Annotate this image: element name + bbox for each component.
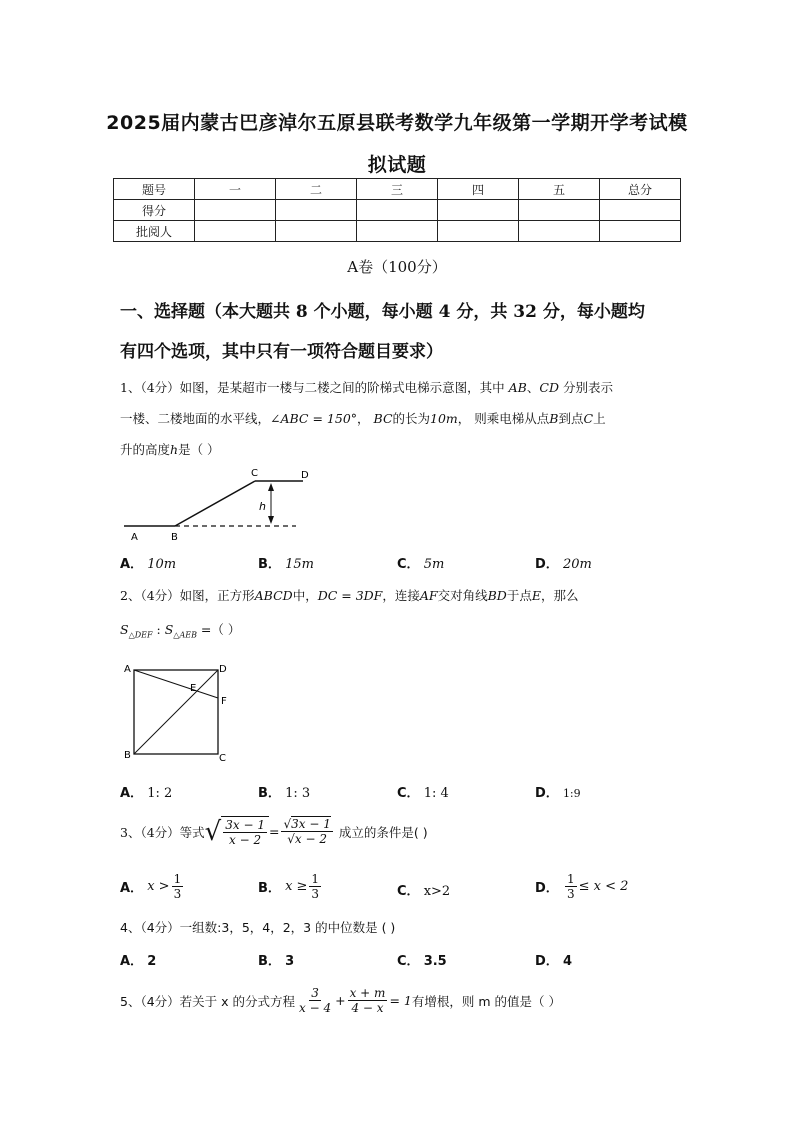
score-table-row: [114, 200, 681, 221]
score-table-header-row: [114, 179, 681, 200]
arrow-down-icon: [268, 516, 274, 524]
q2-bd: BD: [487, 588, 507, 603]
score-header-cell: 二: [276, 179, 357, 200]
escalator-line: [175, 481, 255, 526]
radical-sign-icon: √: [204, 816, 222, 847]
q2-sub2: △AEB: [173, 630, 197, 640]
radicand: 3x − 1: [291, 817, 331, 831]
q1-length: 10m: [430, 411, 458, 426]
score-cell[interactable]: [519, 200, 600, 221]
option-key: C．: [397, 884, 420, 899]
numerator: x + m: [349, 986, 386, 1000]
numerator: 1: [173, 872, 182, 886]
option-key: D．: [535, 954, 559, 969]
q1-text: 是（ ）: [178, 442, 220, 457]
score-table: [113, 178, 681, 242]
option-key: B．: [258, 786, 281, 801]
q3-fraction-left: [223, 818, 267, 847]
q1-bc: BC: [373, 411, 393, 426]
q1-point-c: C: [583, 411, 594, 426]
fraction: [565, 872, 577, 901]
section1-line1: 一、选择题（本大题共 8 个小题，每小题 4 分，共 32 分，每小题均: [120, 302, 645, 322]
q4-option-c[interactable]: [397, 950, 447, 969]
option-key: B．: [258, 557, 281, 572]
q3-option-c[interactable]: [397, 880, 450, 899]
numerator: 3: [311, 986, 319, 1000]
score-cell[interactable]: [600, 221, 681, 242]
score-header-cell: 三: [357, 179, 438, 200]
arrow-up-icon: [268, 483, 274, 491]
q2-tail: =（ ）: [196, 622, 241, 637]
equals-sign: =: [268, 824, 280, 839]
denominator: x − 2: [229, 833, 262, 847]
option-value: x ≥: [285, 879, 308, 894]
label-b: B: [124, 750, 131, 761]
q2-option-d[interactable]: [535, 782, 581, 801]
q2-line2: [120, 620, 240, 640]
numerator: 1: [566, 872, 575, 886]
score-row-label: 得分: [114, 200, 195, 221]
option-value: 2: [147, 954, 157, 969]
option-key: B．: [258, 881, 281, 896]
q1-cd: CD: [539, 380, 559, 395]
q1-option-b[interactable]: [258, 553, 314, 572]
q2-s2: S: [164, 622, 174, 637]
score-cell[interactable]: [357, 221, 438, 242]
q3-option-d[interactable]: [535, 872, 628, 901]
score-cell[interactable]: [276, 221, 357, 242]
q3-text: 成立的条件是( ): [338, 824, 428, 840]
option-value: 1:9: [562, 787, 581, 800]
q1-text: 1、（4分）如图，是某超市一楼与二楼之间的阶梯式电梯示意图，其中: [120, 380, 505, 395]
score-cell[interactable]: [438, 221, 519, 242]
q2-text: 2、（4分）如图，正方形: [120, 588, 255, 603]
q2-abcd: ABCD: [254, 588, 293, 603]
option-value: 5m: [423, 557, 445, 572]
q2-line1: [120, 586, 578, 604]
sqrt-body: [221, 816, 269, 847]
q4-line: 4、（4分）一组数:3，5，4，2，3 的中位数是 ( ): [120, 920, 396, 935]
q1-escalator-figure: [118, 465, 318, 545]
plus-sign: +: [335, 993, 346, 1008]
q2-af: AF: [419, 588, 438, 603]
score-header-cell: 题号: [114, 179, 195, 200]
option-key: C．: [397, 557, 420, 572]
q1-point-b: B: [549, 411, 559, 426]
q1-line1: [120, 378, 613, 396]
label-d: D: [219, 664, 227, 675]
part-a-heading: A卷（100分）: [347, 258, 447, 276]
q1-option-d[interactable]: [535, 553, 592, 572]
q2-option-b[interactable]: [258, 782, 310, 801]
q2-square-figure: [120, 660, 240, 765]
section1-line2: 有四个选项，其中只有一项符合题目要求）: [120, 342, 443, 362]
denominator: 3: [311, 887, 320, 901]
q1-text: 一楼、二楼地面的水平线，: [120, 411, 271, 426]
option-key: D．: [535, 786, 559, 801]
option-key: A．: [120, 954, 144, 969]
option-value: x >: [147, 879, 170, 894]
radical-sign-icon: √: [283, 817, 292, 831]
radical-sign-icon: √: [287, 832, 295, 846]
q2-text: ，那么: [540, 588, 579, 603]
option-key: A．: [120, 786, 144, 801]
q2-equation: DC = 3DF: [317, 588, 383, 603]
denominator: [285, 832, 329, 846]
score-cell[interactable]: [519, 221, 600, 242]
paper-title-line2: 拟试题: [367, 154, 427, 176]
option-value: 15m: [285, 557, 314, 572]
option-key: A．: [120, 881, 144, 896]
label-a: A: [131, 532, 138, 543]
paper-title-line1: 2025届内蒙古巴彦淖尔五原县联考数学九年级第一学期开学考试模: [106, 112, 688, 134]
option-key: C．: [397, 786, 420, 801]
denominator: 3: [173, 887, 182, 901]
option-value: 3: [285, 954, 295, 969]
option-key: D．: [535, 557, 559, 572]
q2-text: 于点: [506, 588, 532, 603]
q4-option-b[interactable]: [258, 950, 294, 969]
q1-text: 上: [593, 411, 606, 426]
label-c: C: [219, 753, 226, 764]
q1-text: ，: [357, 411, 370, 426]
score-header-cell: 五: [519, 179, 600, 200]
q1-text: 到点: [558, 411, 584, 426]
score-header-cell: 总分: [600, 179, 681, 200]
label-e: E: [190, 683, 197, 694]
option-value: ≤ x < 2: [578, 879, 629, 894]
score-row-label: 批阅人: [114, 221, 195, 242]
label-b: B: [171, 532, 178, 543]
q1-line2: [120, 409, 606, 427]
q2-text: ，连接: [382, 588, 420, 603]
score-cell[interactable]: [438, 200, 519, 221]
q2-text: 交对角线: [437, 588, 488, 603]
denominator: x − 4: [299, 1001, 332, 1015]
q5-fraction-2: [348, 986, 388, 1015]
radicand: x − 2: [294, 832, 328, 846]
q4-option-d[interactable]: [535, 950, 572, 969]
option-key: A．: [120, 557, 144, 572]
q5-text: 5、（4分）若关于 x 的分式方程: [120, 993, 296, 1009]
numerator: 1: [311, 872, 320, 886]
q1-text: 升的高度: [120, 442, 171, 457]
q2-text: 中，: [292, 588, 318, 603]
score-table-row: [114, 221, 681, 242]
label-f: F: [221, 696, 227, 707]
label-c: C: [251, 468, 258, 479]
numerator: [281, 817, 332, 832]
segment-af: [134, 670, 218, 698]
option-value: 3.5: [423, 954, 447, 969]
option-value: 10m: [147, 557, 177, 572]
q3-line: [120, 816, 428, 847]
score-header-cell: 一: [195, 179, 276, 200]
q1-option-a[interactable]: [120, 553, 176, 572]
q2-sub1: △DEF: [128, 630, 153, 640]
denominator: 4 − x: [351, 1001, 384, 1015]
q3-text: 3、（4分）等式: [120, 824, 205, 840]
option-value: 4: [562, 954, 572, 969]
score-cell[interactable]: [276, 200, 357, 221]
option-value: 1: 4: [423, 786, 449, 801]
option-key: B．: [258, 954, 281, 969]
q3-fraction-right: [281, 817, 332, 846]
q1-text: 分别表示: [562, 380, 613, 395]
option-key: C．: [397, 954, 420, 969]
option-value: 20m: [562, 557, 592, 572]
score-header-cell: 四: [438, 179, 519, 200]
q1-ab: AB: [508, 380, 527, 395]
denominator: 3: [566, 887, 575, 901]
q1-text: 的长为: [392, 411, 431, 426]
q2-e: E: [531, 588, 541, 603]
sqrt-whole: [205, 816, 269, 847]
q2-option-c[interactable]: [397, 782, 449, 801]
q1-sep: 、: [526, 380, 540, 395]
diagonal-bd: [134, 670, 218, 754]
q4-option-a[interactable]: [120, 950, 156, 969]
option-key: D．: [535, 881, 559, 896]
option-value: x>2: [423, 884, 451, 899]
label-h: h: [259, 500, 266, 513]
fraction: [172, 872, 184, 901]
option-value: 1: 3: [285, 786, 311, 801]
q1-angle: ∠ABC = 150°: [270, 411, 358, 426]
q5-rhs: = 1: [389, 993, 412, 1008]
label-d: D: [301, 470, 309, 481]
q2-s1: S: [120, 622, 129, 637]
q1-h: h: [170, 442, 179, 457]
q5-fraction-1: [297, 986, 333, 1015]
label-a: A: [124, 664, 131, 675]
q3-option-b[interactable]: [258, 872, 323, 901]
score-cell[interactable]: [195, 200, 276, 221]
q2-colon: :: [152, 622, 165, 637]
q5-line: [120, 986, 561, 1015]
q2-option-a[interactable]: [120, 782, 172, 801]
score-cell[interactable]: [357, 200, 438, 221]
option-value: 1: 2: [147, 786, 173, 801]
q1-line3: [120, 440, 220, 458]
score-cell[interactable]: [600, 200, 681, 221]
q5-text: 有增根，则 m 的值是（ ）: [411, 993, 561, 1009]
q1-option-c[interactable]: [397, 553, 444, 572]
score-cell[interactable]: [195, 221, 276, 242]
q3-option-a[interactable]: [120, 872, 185, 901]
q1-text: ， 则乘电梯从点: [457, 411, 550, 426]
fraction: [309, 872, 321, 901]
numerator: 3x − 1: [225, 818, 265, 832]
